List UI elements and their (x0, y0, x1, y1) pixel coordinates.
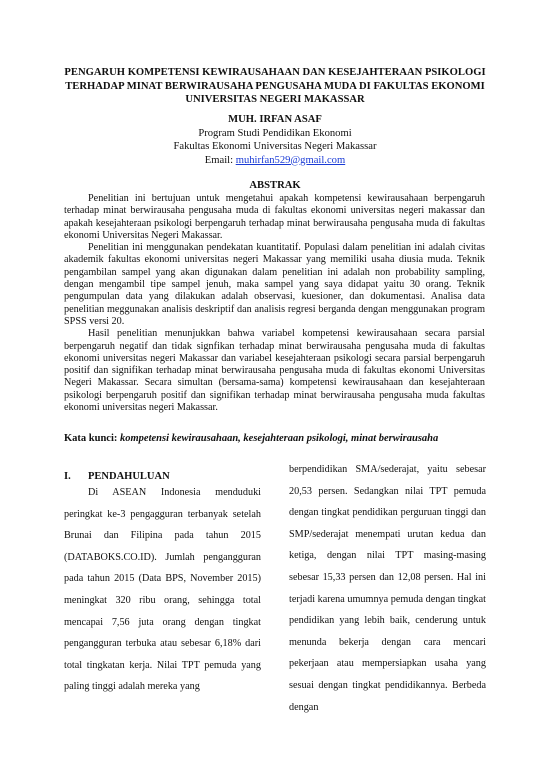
intro-paragraph-left: Di ASEAN Indonesia menduduki peringkat ke-3 pengagguran terbanyak setelah Brunai dan Filipina pada tahun 2015 (DATABOKS.CO.ID). Jumlah pengangguran pada tahun 2015 (Data BPS, November 2015) meningkat 320 ribu orang, sehingga total mencapai 7,56 juta orang dengan tingkat pengangguran terbuka atau sebesar 6,18% dari total tingkatan kerja. Nilai TPT pemuda yang paling tinggi adalah mereka yang (64, 487, 261, 693)
abstract-paragraph-2: Penelitian ini menggunakan pendekatan kuantitatif. Populasi dalam penelitian ini adalah civitas akademik fakultas ekonomi universitas negeri Makassar yang memiliki usaha diusia muda. Teknik pengambilan sampel yang akan digunakan dalam penelitian ini adalah non probability sampling, dengan mengambil tipe sampel jenuh, maka sampel yang saya didapat yaitu 30 orang. Teknik pengumpulan data yang dilakukan adalah observasi, kuesioner, dan dokumentasi. Analisa data penelitian meggunakan analisis deskriptif dan analisis regresi berganda dengan menggunakan program SPSS versi 20. (64, 242, 485, 327)
email-link[interactable]: muhirfan529@gmail.com (235, 154, 346, 166)
left-column (64, 482, 261, 698)
paper-title: PENGARUH KOMPETENSI KEWIRAUSAHAAN DAN KESEJAHTERAAN PSIKOLOGI TERHADAP MINAT BERWIRAUSAHA PENGUSAHA MUDA DI FAKULTAS EKONOMI UNIVERSITAS NEGERI MAKASSAR (64, 67, 486, 105)
section-number: I. (64, 471, 71, 482)
right-column (289, 459, 486, 718)
abstract-body (64, 193, 485, 414)
section-heading (64, 471, 170, 482)
abstract-paragraph-1: Penelitian ini bertujuan untuk mengetahui apakah kompetensi kewirausahaan berpengaruh terhadap minat berwirausaha pengusaha muda di fakultas ekonomi universitas negeri makassar dan apakah kesejahteraan psikologi berpengaruh terhadap minat berwirausaha pengusaha muda di fakultas ekonomi Universitas Negeri Makassar. (64, 193, 485, 241)
author-block (60, 113, 490, 167)
email-line (60, 154, 490, 168)
affiliation-faculty: Fakultas Ekonomi Universitas Negeri Makassar (173, 141, 377, 152)
abstract-heading: ABSTRAK (249, 180, 301, 191)
keywords-text: kompetensi kewirausahaan, kesejahteraan psikologi, minat berwirausaha (120, 433, 439, 444)
author-name: MUH. IRFAN ASAF (228, 114, 322, 125)
intro-paragraph-right: berpendidikan SMA/sederajat, yaitu sebesar 20,53 persen. Sedangkan nilai TPT pemuda dengan tingkat pendidikan perguruan tinggi dan SMP/sederajat menempati urutan kedua dan ketiga, dengan nilai TPT masing-masing sebesar 15,33 persen dan 12,08 persen. Hal ini terjadi karena umumnya pemuda dengan tingkat pendidikan yang lebih baik, cenderung untuk menunda bekerja dengan cara mencari pekerjaan atau mempersiapkan usaha yang sesuai dengan tingkat pendidikannya. Berbeda dengan (289, 464, 486, 713)
abstract-paragraph-3: Hasil penelitian menunjukkan bahwa variabel kompetensi kewirausahaan secara parsial berpengaruh negatif dan tidak signfikan terhadap minat berwirausaha pengusaha muda di fakultas ekonomi universitas negeri Makassar dan variabel kesejahteraan psikologi secara parsial berpengaruh positif dan signifikan terhadap minat berwirausaha pengusaha muda di fakultas ekonomi Universitas Negeri Makassar. Secara simultan (bersama-sama) kompetensi kewirausahaan dan kesejahteraan psikologi berpengaruh positif dan signifikan terhadap minat berwirausaha pengusaha muda fakultas ekonomi universitas negeri Makassar. (64, 328, 485, 414)
section-title: PENDAHULUAN (88, 471, 170, 482)
keywords-label: Kata kunci: (64, 433, 121, 444)
email-label: Email: (204, 154, 236, 166)
affiliation-program: Program Studi Pendidikan Ekonomi (198, 127, 352, 139)
keywords-line (64, 433, 485, 444)
